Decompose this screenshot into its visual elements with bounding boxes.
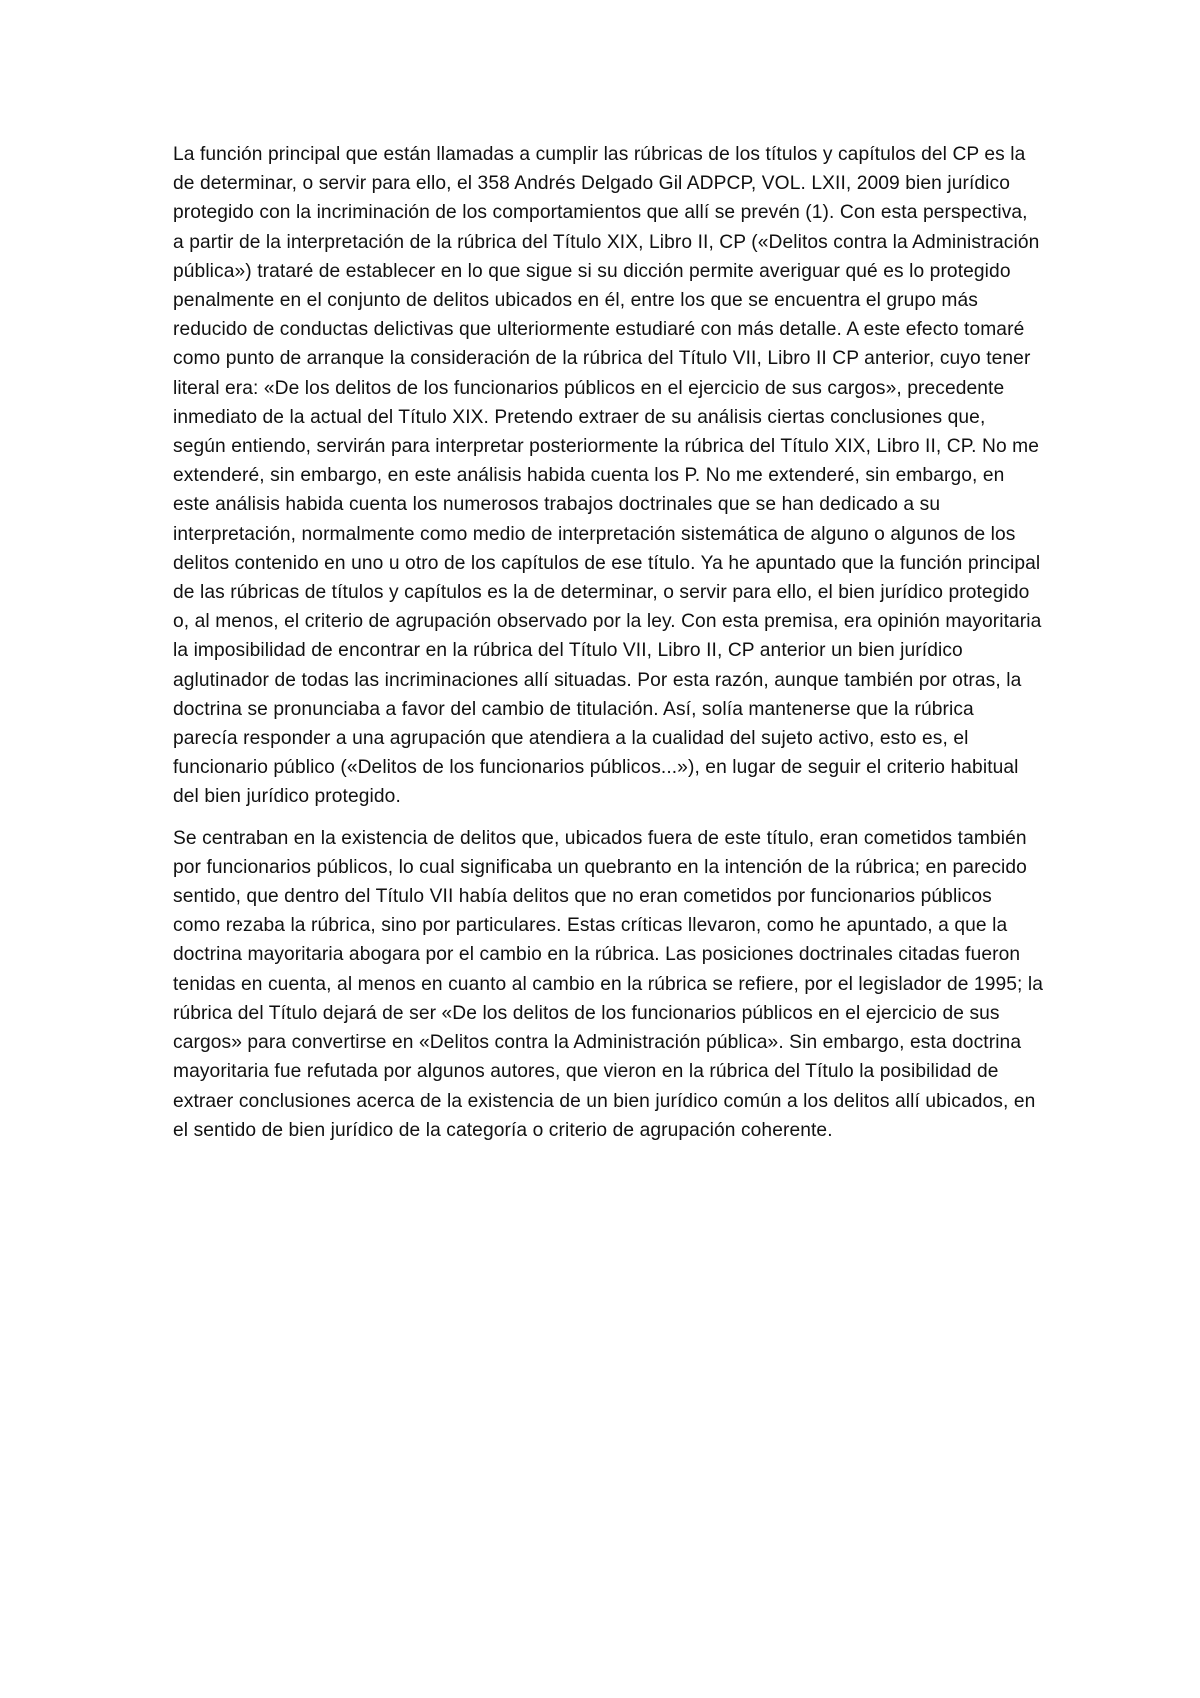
- body-text: [173, 140, 1043, 1157]
- paragraph-2: Se centraban en la existencia de delitos que, ubicados fuera de este título, eran cometidos también por funcionarios públicos, lo cual significaba un quebranto en la intención de la rúbrica; en parecido sentido, que dentro del Título VII había delitos que no eran cometidos por funcionarios públicos como rezaba la rúbrica, sino por particulares. Estas críticas llevaron, como he apuntado, a que la doctrina mayoritaria abogara por el cambio en la rúbrica. Las posiciones doctrinales citadas fueron tenidas en cuenta, al menos en cuanto al cambio en la rúbrica se refiere, por el legislador de 1995; la rúbrica del Título dejará de ser «De los delitos de los funcionarios públicos en el ejercicio de sus cargos» para convertirse en «Delitos contra la Administración pública». Sin embargo, esta doctrina mayoritaria fue refutada por algunos autores, que vieron en la rúbrica del Título la posibilidad de extraer conclusiones acerca de la existencia de un bien jurídico común a los delitos allí ubicados, en el sentido de bien jurídico de la categoría o criterio de agrupación coherente.: [173, 827, 1043, 1141]
- paragraph-1: La función principal que están llamadas a cumplir las rúbricas de los títulos y capítulos del CP es la de determinar, o servir para ello, el 358 Andrés Delgado Gil ADPCP, VOL. LXII, 2009 bien jurídico protegido con la incriminación de los comportamientos que allí se prevén (1). Con esta perspectiva, a partir de la interpretación de la rúbrica del Título XIX, Libro II, CP («Delitos contra la Administración pública») trataré de establecer en lo que sigue si su dicción permite averiguar qué es lo protegido penalmente en el conjunto de delitos ubicados en él, entre los que se encuentra el grupo más reducido de conductas delictivas que ulteriormente estudiaré con más detalle. A este efecto tomaré como punto de arranque la consideración de la rúbrica del Título VII, Libro II CP anterior, cuyo tener literal era: «De los delitos de los funcionarios públicos en el ejercicio de sus cargos», precedente inmediato de la actual del Título XIX. Pretendo extraer de su análisis ciertas conclusiones que, según entiendo, servirán para interpretar posteriormente la rúbrica del Título XIX, Libro II, CP. No me extenderé, sin embargo, en este análisis habida cuenta los P. No me extenderé, sin embargo, en este análisis habida cuenta los numerosos trabajos doctrinales que se han dedicado a su interpretación, normalmente como medio de interpretación sistemática de alguno o algunos de los delitos contenido en uno u otro de los capítulos de ese título. Ya he apuntado que la función principal de las rúbricas de títulos y capítulos es la de determinar, o servir para ello, el bien jurídico protegido o, al menos, el criterio de agrupación observado por la ley. Con esta premisa, era opinión mayoritaria la imposibilidad de encontrar en la rúbrica del Título VII, Libro II, CP anterior un bien jurídico aglutinador de todas las incriminaciones allí situadas. Por esta razón, aunque también por otras, la doctrina se pronunciaba a favor del cambio de titulación. Así, solía mantenerse que la rúbrica parecía responder a una agrupación que atendiera a la cualidad del sujeto activo, esto es, el funcionario público («Delitos de los funcionarios públicos...»), en lugar de seguir el criterio habitual del bien jurídico protegido.: [173, 144, 1042, 808]
